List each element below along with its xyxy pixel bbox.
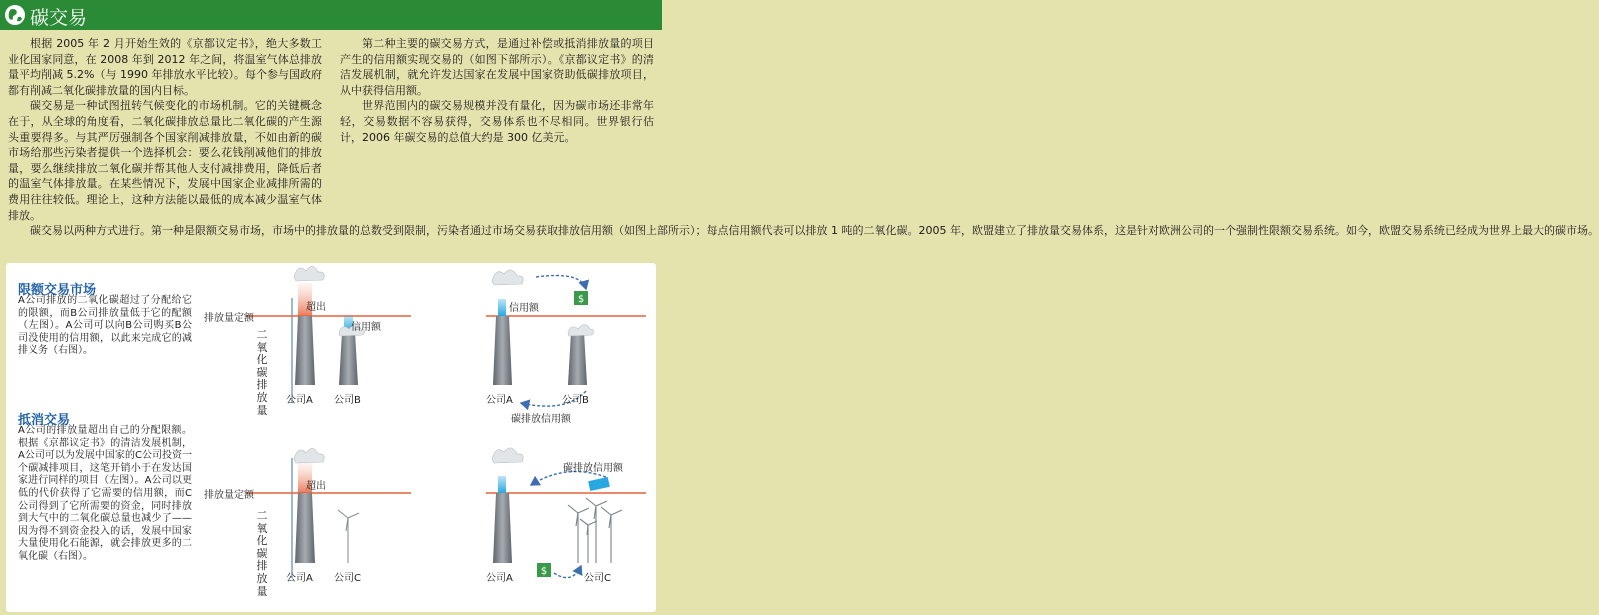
credit-label: 信用额 <box>351 322 381 333</box>
company-a-label: 公司A <box>286 395 313 406</box>
globe-icon <box>4 4 26 26</box>
offset-flow-label: 碳排放信用额 <box>563 463 623 474</box>
company-c-label: 公司C <box>334 573 361 584</box>
article-paragraph-4: 第二种主要的碳交易方式，是通过补偿或抵消排放量的项目产生的信用额实现交易的（如图下部所示）。《京都议定书》的清洁发展机制，就允许发达国家在发展中国家资助低碳排放项目，从中获得信用额。 <box>340 37 654 97</box>
company-c-label-after: 公司C <box>584 573 611 584</box>
payment-arrow-offset <box>554 566 581 578</box>
company-a-label-offset-after: 公司A <box>486 573 513 584</box>
company-b-label: 公司B <box>334 395 361 406</box>
payment-arrow <box>536 276 586 290</box>
diagram-panel <box>6 263 656 612</box>
limit-label: 排放量定额 <box>204 313 254 324</box>
article-column-right <box>340 36 654 145</box>
offset-trade-description: A公司的排放量超出自己的分配限额。根据《京都议定书》的清洁发展机制，A公司可以为发展中国家的C公司投资一个碳减排项目，这笔开销小于在发达国家进行同样的项目（左图）。A公司以更低的代价获得了它需要的信用额，而C公司得到了它所需要的资金，同时排放到大气中的二氧化碳总量也减少了——因为得不到资金投入的话，发展中国家大量使用化石能源，就会排放更多的二氧化碳（右图）。 <box>18 425 192 562</box>
wind-turbine-icon <box>338 510 359 563</box>
company-a-smokestack <box>294 266 324 385</box>
cap-trade-description: A公司排放的二氧化碳超过了分配给它的限额，而B公司排放量低于它的配额（左图）。A公司可以向B公司购买B公司没使用的信用额，以此来完成它的减排义务（右图）。 <box>18 295 192 357</box>
company-a-smokestack-offset-after <box>492 448 523 563</box>
article-paragraph-5: 世界范围内的碳交易规模并没有量化，因为碳市场还非常年轻，交易数据不容易获得，交易体系也不尽相同。世界银行估计，2006 年碳交易的总值大约是 300 亿美元。 <box>340 99 654 144</box>
co2-axis-label-offset: 二氧化碳排放量 <box>256 509 268 598</box>
cap-trade-title: 限额交易市场 <box>18 283 97 298</box>
svg-text:$: $ <box>540 566 548 577</box>
exceed-label-offset: 超出 <box>306 481 326 492</box>
company-b-smokestack-after <box>568 325 594 386</box>
limit-label-offset: 排放量定额 <box>204 490 254 501</box>
title-bar <box>0 0 662 30</box>
article-paragraph-2: 碳交易是一种试图扭转气候变化的市场机制。它的关键概念在于，从全球的角度看，二氧化碳排放总量比二氧化碳的产生源头重要得多。与其严厉强制各个国家削减排放量，不如由新的碳市场给那些污染者提供一个选择机会：要么花钱削减他们的排放量，要么继续排放二氧化碳并帮其他人支付减排费用，降低后者的温室气体排放量。在某些情况下，发展中国家企业减排所需的费用往往较低。理论上，这种方法能以最低的成本减少温室气体排放。 <box>8 99 322 222</box>
co2-axis-label: 二氧化碳排放量 <box>256 328 268 417</box>
cap-flow-label: 碳排放信用额 <box>511 414 571 425</box>
company-a-label-offset: 公司A <box>286 573 313 584</box>
article-paragraph-1: 根据 2005 年 2 月开始生效的《京都议定书》，绝大多数工业化国家同意，在 2008 年到 2012 年之间，将温室气体总排放量平均削减 5.2%（与 1990 年排放水平比较）。每个参与国政府都有削减二氧化碳排放量的国内目标。 <box>8 37 322 97</box>
company-a-label-after: 公司A <box>486 395 513 406</box>
money-icon <box>574 291 588 305</box>
company-b-label-after: 公司B <box>562 395 589 406</box>
offset-trade-title: 抵消交易 <box>18 413 71 428</box>
company-a-smokestack-after <box>492 270 523 385</box>
page-title: 碳交易 <box>30 7 88 29</box>
svg-text:$: $ <box>577 294 585 305</box>
money-icon-offset <box>537 563 551 577</box>
credit-label-after: 信用额 <box>509 303 539 314</box>
company-a-smokestack-offset <box>294 448 324 563</box>
article-paragraph-3: 碳交易以两种方式进行。第一种是限额交易市场，市场中的排放量的总数受到限制，污染者通过市场交易获取排放信用额（如图上部所示）；每点信用额代表可以排放 1 吨的二氧化碳。2005 年，欧盟建立了排放量交易体系，这是针对欧洲公司的一个强制性限额交易系统。如今，欧盟交易系统已经成为世界上最大的碳市场。 <box>30 224 1599 238</box>
exceed-label: 超出 <box>306 302 326 313</box>
credit-ticket-icon <box>588 477 610 491</box>
wind-farm-icon <box>568 498 622 563</box>
